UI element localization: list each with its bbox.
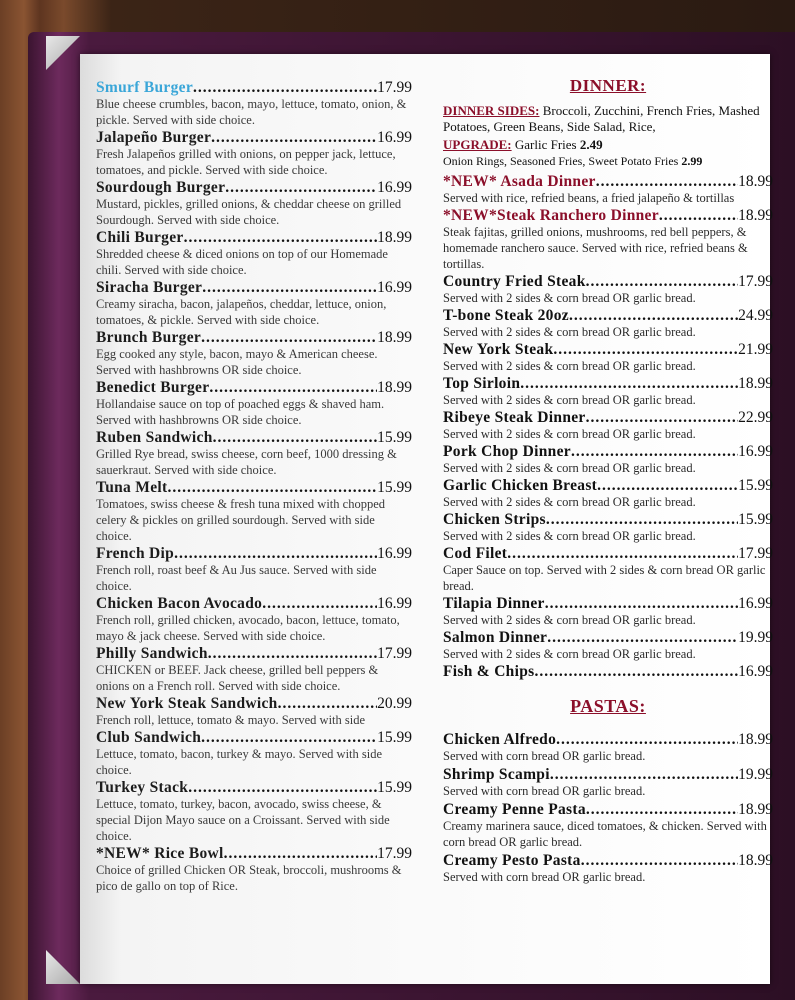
menu-item-price: 20.99 [377,695,412,712]
menu-item [443,341,773,374]
menu-item-description: Hollandaise sauce on top of poached eggs & shaved ham. Served with hashbrowns OR side choice. [96,397,385,427]
dot-leader [188,779,377,796]
menu-item-row [443,307,773,324]
menu-item [443,852,773,885]
menu-item [96,545,412,594]
dot-leader [534,663,738,680]
menu-item-price: 15.99 [738,511,773,528]
menu-item-description: CHICKEN or BEEF. Jack cheese, grilled bell peppers & onions on a French roll. Served with side choice. [96,663,379,693]
menu-item [443,663,773,680]
menu-item-description: Lettuce, tomato, bacon, turkey & mayo. Served with side choice. [96,747,383,777]
dot-leader [520,375,738,392]
menu-item-name: Club Sandwich [96,729,202,746]
menu-item-description: Served with corn bread OR garlic bread. [443,784,646,798]
menu-item-description: Creamy marinera sauce, diced tomatoes, & chicken. Served with corn bread OR garlic bread. [443,819,767,849]
menu-item-row [96,179,412,196]
menu-item-price: 15.99 [377,779,412,796]
menu-item-name: Garlic Chicken Breast [443,477,598,494]
menu-item-row [443,852,773,869]
menu-item [443,629,773,662]
menu-item-row [96,695,412,712]
dot-leader [202,279,377,296]
menu-item-name: *NEW*Steak Ranchero Dinner [443,207,659,224]
menu-item-description: Served with 2 sides & corn bread OR garlic bread. [443,325,696,339]
menu-item-description: French roll, grilled chicken, avocado, bacon, lettuce, tomato, mayo & jack cheese. Served with side choice. [96,613,400,643]
menu-item-price: 16.99 [738,443,773,460]
menu-item-name: Pork Chop Dinner [443,443,571,460]
menu-item [443,375,773,408]
menu-item-name: Chili Burger [96,229,184,246]
menu-item-name: Tilapia Dinner [443,595,545,612]
upgrade-line [443,137,773,153]
menu-item-name: Chicken Alfredo [443,731,557,748]
menu-item [443,731,773,764]
dot-leader [659,207,738,224]
dot-leader [507,545,738,562]
menu-item [96,645,412,694]
menu-item-description: Served with 2 sides & corn bread OR garlic bread. [443,461,696,475]
menu-item [96,429,412,478]
menu-item-description: Egg cooked any style, bacon, mayo & American cheese. Served with hashbrowns OR side choice. [96,347,378,377]
menu-item [96,379,412,428]
menu-item [96,845,412,894]
menu-item-row [443,801,773,818]
menu-item-price: 15.99 [377,479,412,496]
menu-item-name: Sourdough Burger [96,179,226,196]
menu-item-price: 16.99 [377,545,412,562]
menu-item-description: Tomatoes, swiss cheese & fresh tuna mixed with chopped celery & pickles on grilled sourdough. Served with side choice. [96,497,385,543]
menu-item-row [96,595,412,612]
menu-item-description: Lettuce, tomato, turkey, bacon, avocado, swiss cheese, & special Dijon Mayo sauce on a Croissant. Served with side choice. [96,797,390,843]
menu-item [96,479,412,544]
menu-item-name: Shrimp Scampi [443,766,550,783]
upgrade-line-2 [443,153,773,169]
menu-item-price: 21.99 [738,341,773,358]
menu-item-description: Served with corn bread OR garlic bread. [443,870,646,884]
menu-item-row [96,279,412,296]
menu-item-description: Served with 2 sides & corn bread OR garlic bread. [443,359,696,373]
menu-item-description: Served with 2 sides & corn bread OR garlic bread. [443,393,696,407]
dot-leader [597,477,738,494]
menu-item [443,766,773,799]
menu-item-price: 18.99 [738,801,773,818]
menu-item-name: Smurf Burger [96,79,194,96]
dinner-list [443,173,773,680]
dot-leader [553,341,738,358]
menu-item-description: French roll, lettuce, tomato & mayo. Served with side [96,713,366,727]
menu-item-name: Creamy Pesto Pasta [443,852,581,869]
menu-item-row [96,79,412,96]
menu-item-row [443,273,773,290]
menu-item-description: Served with 2 sides & corn bread OR garlic bread. [443,613,696,627]
menu-item-row [96,645,412,662]
menu-item-row [96,479,412,496]
menu-item [96,229,412,278]
left-menu-column [96,78,412,894]
menu-item-name: New York Steak Sandwich [96,695,278,712]
menu-item-description: Fresh Jalapeños grilled with onions, on pepper jack, lettuce, tomatoes, and pickle. Served with side choice. [96,147,396,177]
dot-leader [201,729,377,746]
menu-item-name: *NEW* Asada Dinner [443,173,596,190]
menu-item-name: Country Fried Steak [443,273,586,290]
menu-item [443,307,773,340]
menu-item-row [443,511,773,528]
menu-item-row [96,779,412,796]
menu-item-price: 18.99 [738,173,773,190]
menu-item-name: *NEW* Rice Bowl [96,845,224,862]
menu-item-row [96,129,412,146]
dot-leader [174,545,377,562]
menu-item [96,779,412,844]
menu-item-description: Served with corn bread OR garlic bread. [443,749,646,763]
menu-item-price: 18.99 [738,731,773,748]
dot-leader [278,695,378,712]
dinner-sides-text: Broccoli, Zucchini, French Fries, Mashed Potatoes, Green Beans, Side Salad, Rice, [443,103,760,134]
menu-item-price: 17.99 [738,273,773,290]
dot-leader [586,409,739,426]
dot-leader [545,595,738,612]
menu-item [443,443,773,476]
menu-item-price: 16.99 [377,595,412,612]
menu-item [443,207,773,272]
menu-item-price: 18.99 [738,852,773,869]
menu-item-description: Served with 2 sides & corn bread OR garlic bread. [443,529,696,543]
menu-item-price: 15.99 [738,477,773,494]
menu-item-name: Salmon Dinner [443,629,548,646]
menu-item-price: 16.99 [377,179,412,196]
menu-item [96,595,412,644]
menu-item-price: 18.99 [377,329,412,346]
dot-leader [569,307,738,324]
menu-item-description: Served with 2 sides & corn bread OR garlic bread. [443,495,696,509]
menu-item-row [443,629,773,646]
menu-item-description: Shredded cheese & diced onions on top of our Homemade chili. Served with side choice. [96,247,388,277]
menu-item-description: Served with rice, refried beans, a fried jalapeño & tortillas [443,191,735,205]
dot-leader [571,443,738,460]
dot-leader [209,379,377,396]
menu-item-price: 17.99 [377,845,412,862]
dot-leader [201,329,377,346]
menu-item-name: Top Sirloin [443,375,521,392]
menu-item-price: 19.99 [738,766,773,783]
upgrade-text: Garlic Fries [514,137,577,152]
menu-item-description: Mustard, pickles, grilled onions, & cheddar cheese on grilled Sourdough. Served with side choice. [96,197,402,227]
menu-item-price: 15.99 [377,729,412,746]
menu-item-name: Chicken Bacon Avocado [96,595,263,612]
menu-item-row [443,443,773,460]
dot-leader [586,273,739,290]
dot-leader [556,731,738,748]
menu-item [443,273,773,306]
menu-item-price: 18.99 [738,375,773,392]
menu-item-name: Chicken Strips [443,511,546,528]
menu-item [443,801,773,850]
menu-item-name: Jalapeño Burger [96,129,212,146]
menu-item [96,729,412,778]
dot-leader [208,645,377,662]
menu-item-name: Brunch Burger [96,329,202,346]
dinner-sides [443,103,773,135]
upgrade-text-2: Onion Rings, Seasoned Fries, Sweet Potato Fries [443,154,679,168]
menu-item-row [443,545,773,562]
menu-item-name: Ribeye Steak Dinner [443,409,586,426]
menu-item-description: Steak fajitas, grilled onions, mushrooms, red bell peppers, & homemade ranchero sauce. Served with rice, refried beans & tortillas. [443,225,748,271]
dot-leader [262,595,377,612]
menu-item [96,79,412,128]
pasta-list [443,731,773,885]
menu-item-row [96,729,412,746]
menu-item-name: Benedict Burger [96,379,210,396]
menu-item [443,595,773,628]
dinner-sides-label: DINNER SIDES: [443,103,540,118]
menu-item-price: 18.99 [377,379,412,396]
menu-item-name: Fish & Chips [443,663,535,680]
dot-leader [167,479,377,496]
menu-item [96,279,412,328]
dot-leader [184,229,378,246]
burger-sandwich-list [96,79,412,894]
menu-item [96,129,412,178]
dot-leader [550,766,738,783]
menu-item [443,545,773,594]
menu-item-row [443,207,773,224]
menu-item-price: 18.99 [738,207,773,224]
menu-item-price: 17.99 [738,545,773,562]
dinner-heading: DINNER: [569,76,647,95]
menu-item-price: 15.99 [377,429,412,446]
menu-item-row [443,595,773,612]
menu-item-description: French roll, roast beef & Au Jus sauce. Served with side choice. [96,563,377,593]
menu-item [96,695,412,728]
dot-leader [211,129,377,146]
menu-item-description: Grilled Rye bread, swiss cheese, corn beef, 1000 dressing & sauerkraut. Served with side choice. [96,447,397,477]
menu-item-description: Served with 2 sides & corn bread OR garlic bread. [443,427,696,441]
dot-leader [213,429,378,446]
menu-item [443,173,773,206]
menu-item-price: 18.99 [377,229,412,246]
dot-leader [224,845,377,862]
menu-item-price: 17.99 [377,79,412,96]
menu-item-row [443,766,773,783]
menu-item-row [96,379,412,396]
upgrade-price: 2.49 [579,137,603,152]
pastas-heading: PASTAS: [570,696,646,716]
menu-item-name: T-bone Steak 20oz [443,307,569,324]
menu-item-row [443,375,773,392]
menu-item [443,409,773,442]
dot-leader [596,173,738,190]
menu-item-row [443,477,773,494]
dot-leader [547,629,738,646]
menu-item-name: Turkey Stack [96,779,189,796]
menu-item-name: Philly Sandwich [96,645,208,662]
menu-item-row [443,409,773,426]
menu-item-price: 19.99 [738,629,773,646]
menu-item-row [96,545,412,562]
menu-item-price: 16.99 [377,129,412,146]
menu-item-description: Choice of grilled Chicken OR Steak, broccoli, mushrooms & pico de gallo on top of Rice. [96,863,402,893]
menu-item-price: 16.99 [377,279,412,296]
menu-item-description: Blue cheese crumbles, bacon, mayo, lettuce, tomato, onion, & pickle. Served with side choice. [96,97,407,127]
dot-leader [586,801,738,818]
menu-item-description: Creamy siracha, bacon, jalapeños, cheddar, lettuce, onion, tomatoes, & pickle. Served with side choice. [96,297,387,327]
menu-item-name: New York Steak [443,341,554,358]
menu-item-name: French Dip [96,545,175,562]
menu-item [443,477,773,510]
menu-item [96,179,412,228]
menu-item-price: 16.99 [738,595,773,612]
menu-item-name: Tuna Melt [96,479,168,496]
menu-item-description: Served with 2 sides & corn bread OR garlic bread. [443,647,696,661]
menu-item-row [443,663,773,680]
menu-item-row [443,341,773,358]
upgrade-price-2: 2.99 [681,154,703,168]
menu-item-row [96,429,412,446]
upgrade-label: UPGRADE: [443,137,512,152]
menu-item-row [443,173,773,190]
menu-item-row [443,731,773,748]
menu-item-price: 16.99 [738,663,773,680]
menu-item-row [96,329,412,346]
menu-item-price: 24.99 [738,307,773,324]
menu-item-description: Caper Sauce on top. Served with 2 sides & corn bread OR garlic bread. [443,563,766,593]
menu-item-name: Siracha Burger [96,279,203,296]
menu-item [443,511,773,544]
menu-item [96,329,412,378]
menu-item-description: Served with 2 sides & corn bread OR garlic bread. [443,291,696,305]
menu-item-price: 17.99 [377,645,412,662]
dot-leader [546,511,738,528]
menu-item-row [96,229,412,246]
dot-leader [225,179,377,196]
menu-item-name: Creamy Penne Pasta [443,801,586,818]
menu-item-name: Cod Filet [443,545,508,562]
menu-item-price: 22.99 [738,409,773,426]
dot-leader [581,852,738,869]
right-menu-column [443,76,773,885]
menu-item-row [96,845,412,862]
dot-leader [193,79,377,96]
menu-item-name: Ruben Sandwich [96,429,213,446]
